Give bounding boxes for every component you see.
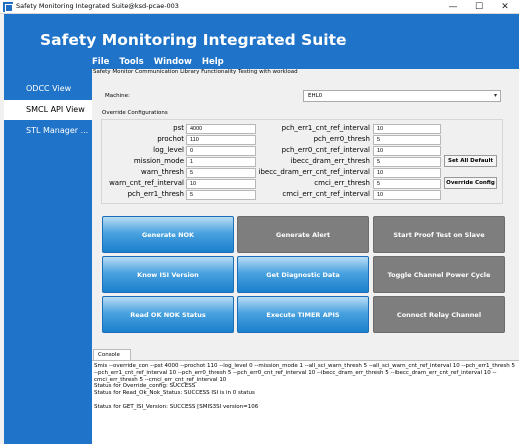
menu-file[interactable]: File [92,57,110,67]
input-pch-err0-cnt-ref-interval[interactable] [373,146,441,156]
override-config-button[interactable]: Override Config [444,177,497,189]
set-all-default-button[interactable]: Set All Default [444,155,497,167]
start-proof-test-button[interactable]: Start Proof Test on Slave [373,216,505,253]
label-pch-err0-thresh: pch_err0_thresh [313,135,370,143]
console-line [94,397,517,404]
input-warn-cnt-ref-interval[interactable] [186,179,256,189]
app-title: Safety Monitoring Integrated Suite [40,31,347,49]
console-line: Status for GET_ISI_Version: SUCCESS [SMIS3SI version=106 [94,403,259,410]
input-cmci-err-thresh[interactable] [373,179,441,189]
app-icon [3,2,13,12]
sidebar-item-stl-manager[interactable]: STL Manager ... [26,126,89,135]
label-pch-err1-cnt-ref-interval: pch_err1_cnt_ref_interval [281,124,370,132]
label-pch-err1-thresh: pch_err1_thresh [127,190,184,198]
input-log-level[interactable] [186,146,256,156]
menu-help[interactable]: Help [201,57,224,67]
console-tab[interactable]: Console [93,349,131,361]
read-ok-nok-status-button[interactable]: Read OK NOK Status [102,296,234,333]
label-pst: pst [173,124,184,132]
sidebar-item-smcl-api-view[interactable]: SMCL API View [4,100,92,120]
get-diagnostic-data-button[interactable]: Get Diagnostic Data [237,256,369,293]
machine-select-value: EHL0 [308,93,323,99]
minimize-button[interactable]: — [448,2,458,12]
panel-title: Safety Monitor Communication Library Functionality Testing with workload [93,69,298,75]
sidebar-item-odcc-view[interactable]: ODCC View [26,84,72,93]
label-cmci-err-thresh: cmci_err_thresh [314,179,370,187]
console-line: Smis --override_con --pst 4000 --prochot 110 --log_level 0 --mission_mode 1 --all_sci_warn_thresh 5 --all_sci_warn_cnt_ref_interval 10 --pch_err1_thresh 5 --pch_err1_cnt_ref_interval 10 --pch_err0_thresh 5 --pch_err0_cnt_ref_interval 10 --ibecc_dram_err_thresh 5 --ibecc_dram_err_cnt_ref_interval 10 --cmci_err_thresh 5 --cmci_err_cnt_ref_interval 10 [94,363,517,383]
generate-alert-button[interactable]: Generate Alert [237,216,369,253]
input-pch-err1-thresh[interactable] [186,190,256,200]
app-header [4,14,519,69]
close-button[interactable]: ✕ [501,2,509,12]
label-cmci-err-cnt-ref-interval: cmci_err_cnt_ref_interval [282,190,370,198]
toggle-channel-power-cycle-button[interactable]: Toggle Channel Power Cycle [373,256,505,293]
menu-bar [92,56,224,68]
input-pch-err1-cnt-ref-interval[interactable] [373,124,441,134]
label-mission-mode: mission_mode [133,157,184,165]
input-prochot[interactable] [186,135,256,145]
sidebar [4,69,92,444]
input-warn-thresh[interactable] [186,168,256,178]
label-pch-err0-cnt-ref-interval: pch_err0_cnt_ref_interval [281,146,370,154]
console-output[interactable] [92,360,519,444]
input-ibecc-dram-err-cnt-ref-interval[interactable] [373,168,441,178]
input-mission-mode[interactable] [186,157,256,167]
label-ibecc-dram-err-thresh: ibecc_dram_err_thresh [290,157,370,165]
label-warn-cnt-ref-interval: warn_cnt_ref_interval [109,179,184,187]
input-pst[interactable] [186,124,256,134]
machine-label: Machine: [105,93,130,99]
console-line: Status for Read_Ok_Nok_Status: SUCCESS ISI is in 0 status [94,390,255,397]
window-titlebar [0,0,519,14]
connect-relay-channel-button[interactable]: Connect Relay Channel [373,296,505,333]
execute-timer-apis-button[interactable]: Execute TIMER APIS [237,296,369,333]
input-cmci-err-cnt-ref-interval[interactable] [373,190,441,200]
know-isi-version-button[interactable]: Know ISI Version [102,256,234,293]
console-line: Status for Override_config: SUCCESS [94,383,196,390]
label-warn-thresh: warn_thresh [140,168,184,176]
input-pch-err0-thresh[interactable] [373,135,441,145]
machine-select[interactable] [303,90,501,102]
label-prochot: prochot [157,135,184,143]
label-ibecc-dram-err-cnt-ref-interval: ibecc_dram_err_cnt_ref_interval [258,168,370,176]
input-ibecc-dram-err-thresh[interactable] [373,157,441,167]
label-log-level: log_level [153,146,184,154]
generate-nok-button[interactable]: Generate NOK [102,216,234,253]
chevron-down-icon: ▾ [493,92,497,99]
menu-window[interactable]: Window [153,57,192,67]
window-title: Safety Monitoring Integrated Suite@ksd-pcae-003 [16,2,179,10]
menu-tools[interactable]: Tools [119,57,144,67]
maximize-button[interactable]: ☐ [474,2,484,12]
override-configurations-label: Override Configurations [102,110,168,116]
